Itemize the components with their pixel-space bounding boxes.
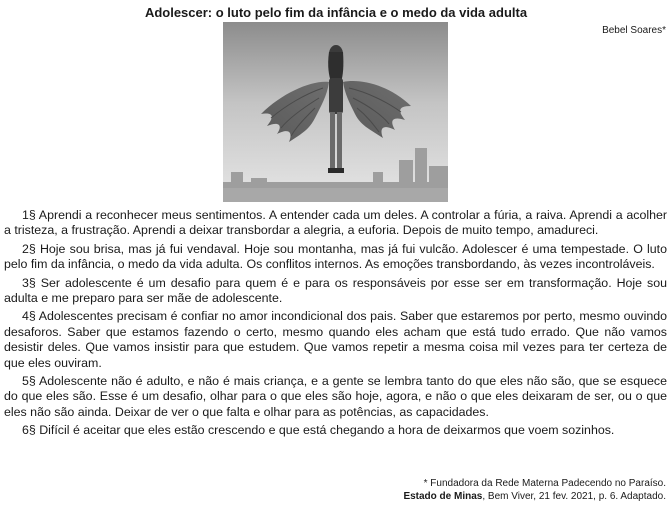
paragraph-1: 1§ Aprendi a reconhecer meus sentimentos. A entender cada um deles. A controlar a fúria, a raiva. Aprendi a acolher a tristeza, a frustração. Aprendi a deixar transbordar a alegria, a euforia. Depois de muito tempo, amadureci. bbox=[4, 208, 667, 238]
girl-with-angel-wings-photo bbox=[223, 22, 448, 202]
source-publication: Estado de Minas bbox=[403, 491, 483, 502]
paragraph-2: 2§ Hoje sou brisa, mas já fui vendaval. Hoje sou montanha, mas já fui vulcão. Adolescer é uma tempestade. O luto pelo fim da infância, o medo da vida adulta. Os conflitos internos. As emoções transbordando, às vezes incontroláveis. bbox=[4, 241, 667, 272]
paragraph-6: 6§ Difícil é aceitar que eles estão crescendo e que está chegando a hora de deixarmos que voem sozinhos. bbox=[22, 423, 615, 438]
source-citation bbox=[403, 490, 666, 503]
source-details: , Bem Viver, 21 fev. 2021, p. 6. Adaptado. bbox=[482, 491, 666, 502]
article-title: Adolescer: o luto pelo fim da infância e o medo da vida adulta bbox=[144, 5, 528, 20]
paragraph-3: 3§ Ser adolescente é um desafio para quem é e para os responsáveis por esse ser em transformação. Hoje sou adulta e me preparo para ser mãe de adolescente. bbox=[4, 275, 667, 306]
paragraph-5: 5§ Adolescente não é adulto, e não é mais criança, e a gente se lembra tanto do que eles não são, que se esquece do que eles são. Esse é um desafio, olhar para o que eles são hoje, agora, e não o que eles deixaram de ser, ou o que eles não são ainda. Deixar de ver o que falta e olhar para as potências, as capacidades. bbox=[4, 374, 667, 419]
article-footer bbox=[403, 477, 666, 503]
author-footnote: * Fundadora da Rede Materna Padecendo no Paraíso. bbox=[423, 478, 666, 489]
article-author: Bebel Soares* bbox=[602, 25, 666, 36]
article-body bbox=[4, 208, 667, 442]
paragraph-4: 4§ Adolescentes precisam é confiar no amor incondicional dos pais. Saber que estaremos por perto, mesmo ouvindo desaforos. Saber que estamos fazendo o certo, mesmo quando eles acham que está tudo errado. Que não vamos desistir deles. Que vamos insistir para que estudem. Que vamos repetir a mesma coisa mil vezes para ter certeza de que eles ouviram. bbox=[4, 309, 667, 370]
